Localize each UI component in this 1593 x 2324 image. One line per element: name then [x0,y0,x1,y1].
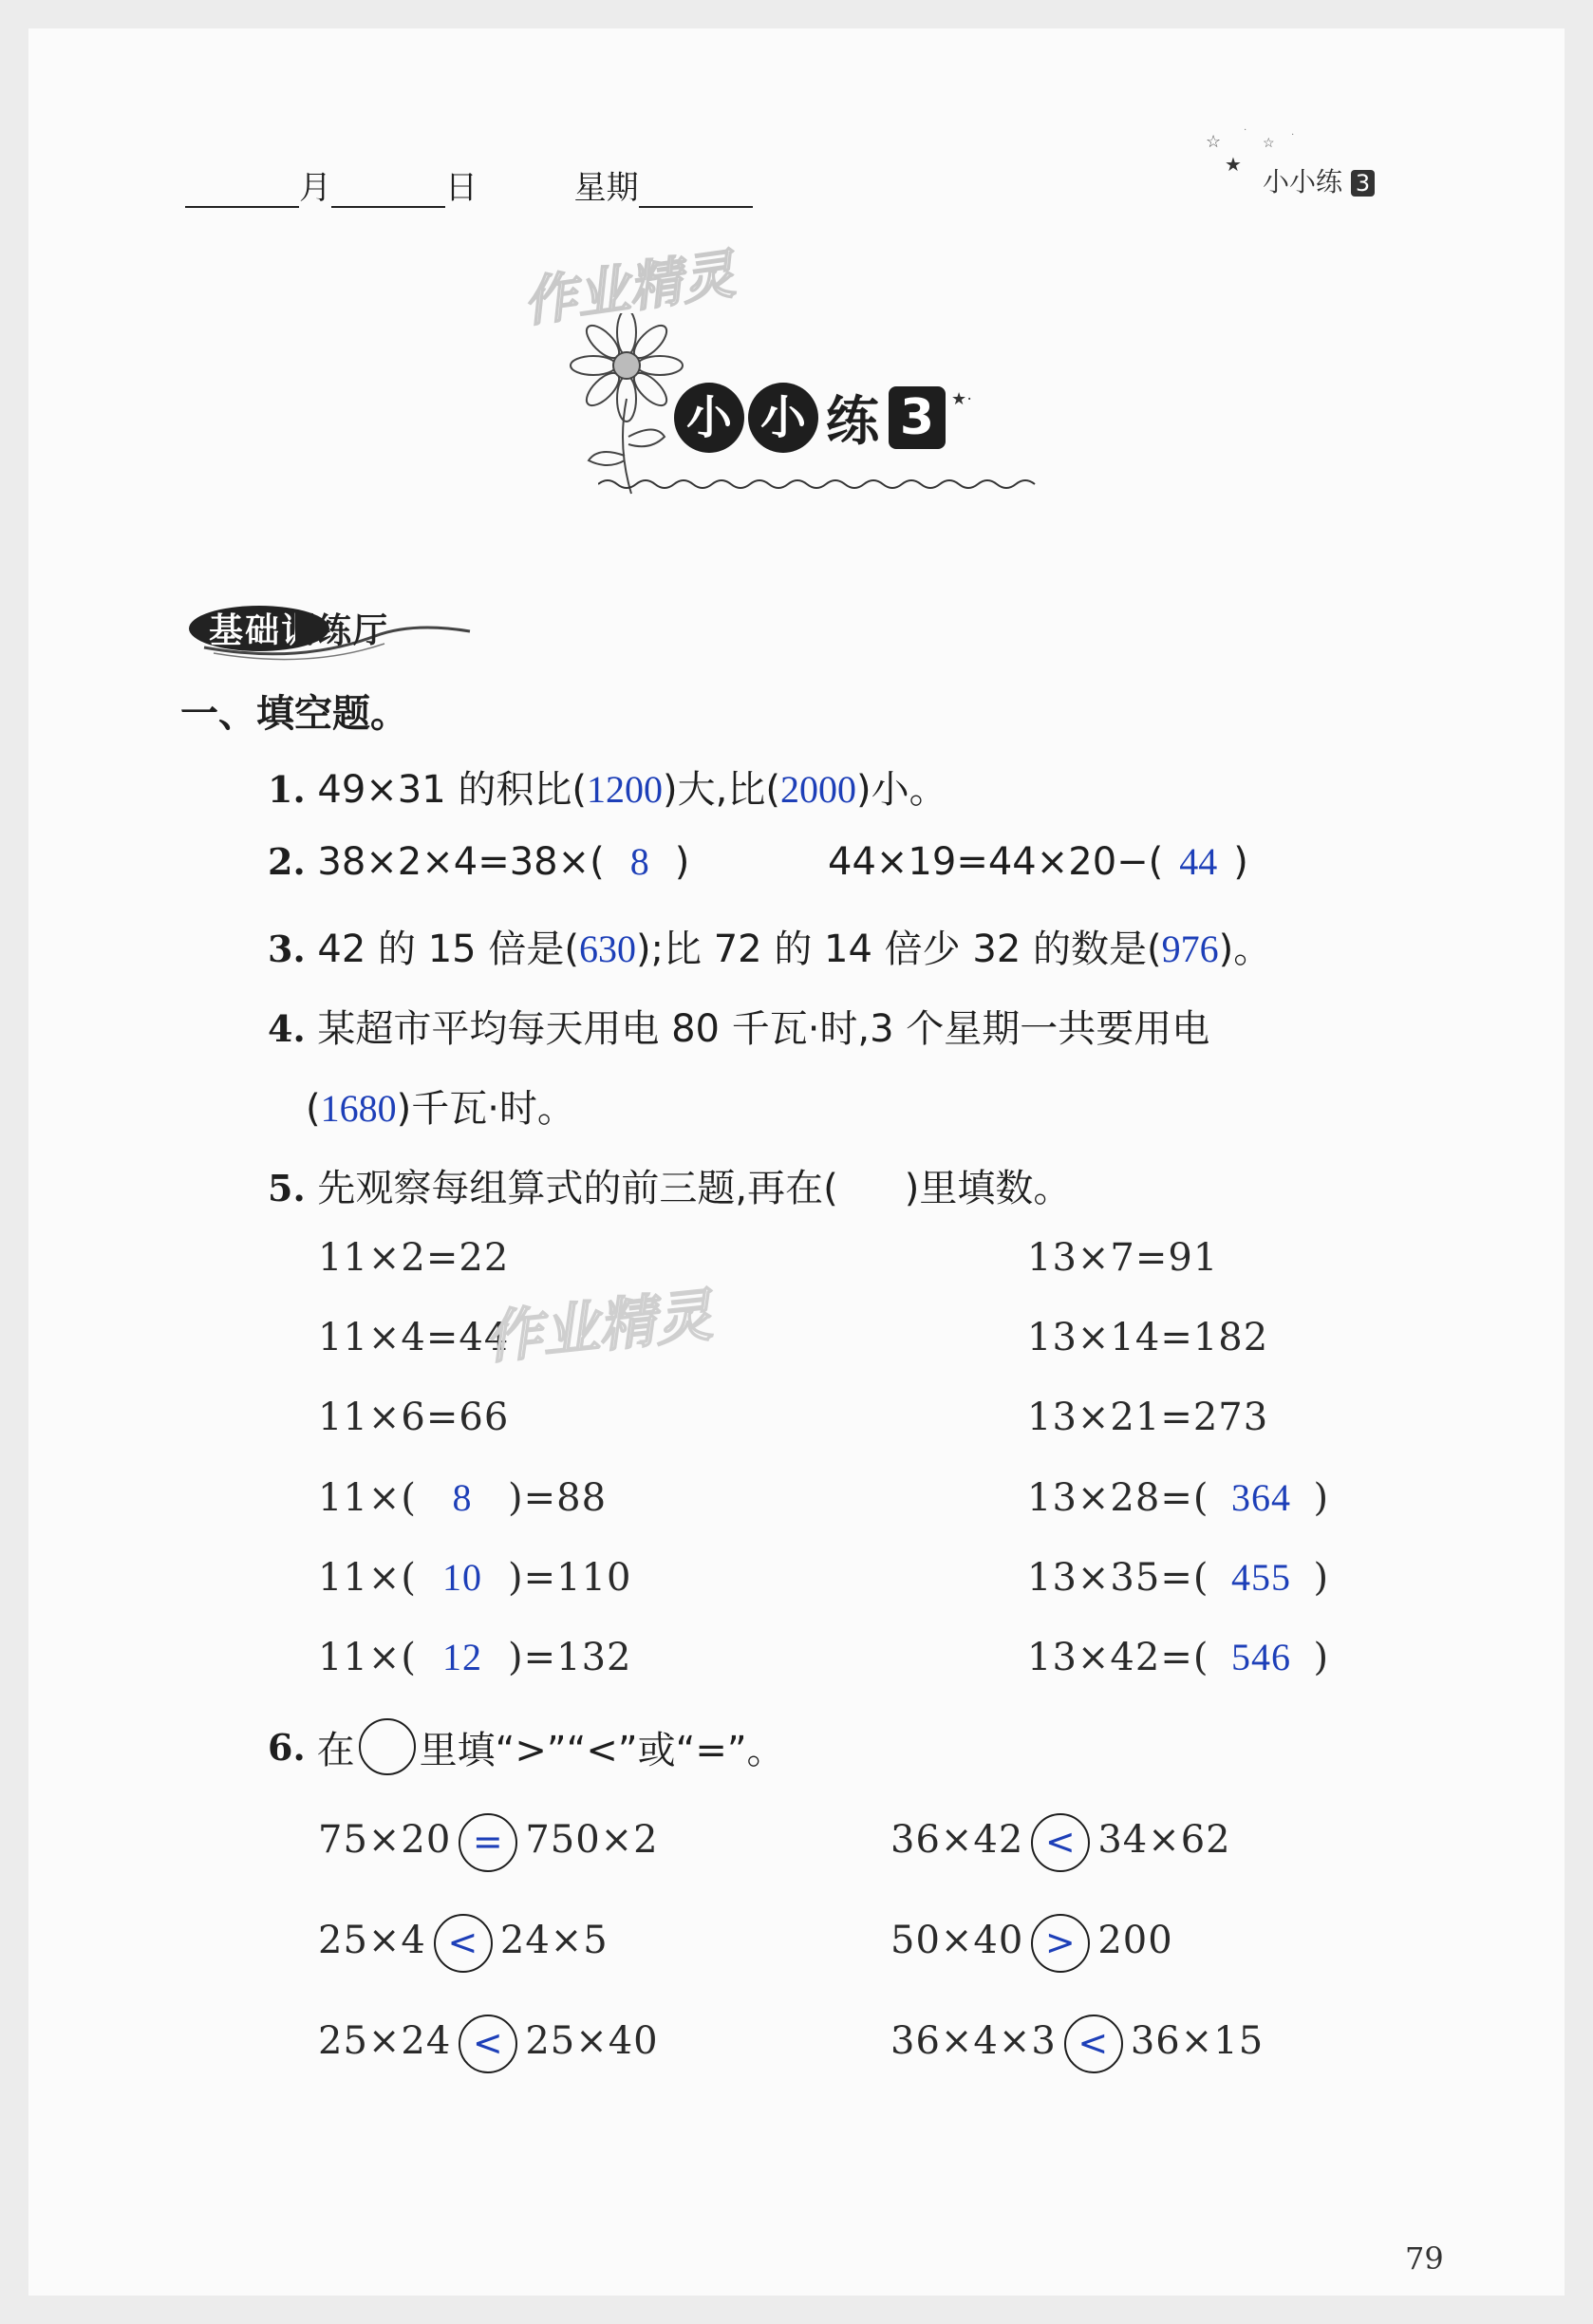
q1-text-a: 49×31 的积比( [317,768,588,812]
q6-item-6-circle[interactable]: < [1064,2015,1123,2073]
question-4 [268,999,1209,1053]
question-2b [828,839,1248,884]
watermark-middle: 作业精灵 [481,1282,716,1373]
q3-text-b: );比 72 的 14 倍少 32 的数是( [635,928,1162,971]
q5-left-fill-1-pre: 11×( [318,1476,418,1520]
q3-answer-2[interactable]: 976 [1161,928,1219,970]
q6-item-5-circle[interactable]: < [459,2015,517,2073]
wavy-underline [598,475,1044,498]
q5-right-fill-1-answer[interactable]: 364 [1230,1476,1291,1519]
q5-left-fill-3 [318,1635,632,1679]
q6-item-6-left: 36×4×3 [890,2019,1057,2063]
q5-number: 5. [268,1167,306,1209]
question-1 [268,759,947,814]
q6-item-6 [890,2015,1264,2073]
q4-answer[interactable]: 1680 [320,1087,397,1130]
q5-left-row-1: 11×2=22 [318,1236,510,1280]
q6-number: 6. [268,1725,306,1769]
question-4-line-2 [306,1078,575,1133]
q5-right-row-3: 13×21=273 [1027,1396,1269,1439]
q2-number: 2. [268,840,306,883]
q5-left-fill-3-answer[interactable]: 12 [442,1636,483,1678]
q1-text-b: )大,比( [663,768,780,812]
q6-item-4-right: 200 [1097,1919,1173,1962]
q6-item-3-circle[interactable]: < [434,1914,493,1973]
page-number: 79 [1405,2240,1444,2277]
q5-left-fill-3-pre: 11×( [318,1636,418,1679]
q5-left-row-2: 11×4=44 [318,1316,510,1359]
q6-item-1-right: 750×2 [525,1818,659,1862]
q2-left-2: 44×19=44×20−( [828,840,1164,884]
q2-right: ) [674,840,690,884]
q6-item-3-left: 25×4 [318,1919,426,1962]
q6-circle-icon [359,1718,416,1775]
q3-text-c: )。 [1218,928,1272,971]
section-label-bind: 基础训练厅 [209,611,390,650]
question-3 [268,919,1271,973]
month-label: 月 [299,169,331,207]
q6-item-4-circle[interactable]: > [1031,1914,1090,1973]
q5-left-fill-2-answer[interactable]: 10 [442,1556,483,1599]
q5-right-fill-3-answer[interactable]: 546 [1230,1636,1291,1678]
q5-right-fill-3-pre: 13×42=( [1027,1636,1209,1679]
q5-left-fill-3-post: )=132 [508,1636,632,1679]
q5-right-fill-2-post: ) [1313,1556,1330,1600]
q5-right-fill-2-pre: 13×35=( [1027,1556,1209,1600]
q6-item-4 [890,1914,1173,1973]
q3-answer-1[interactable]: 630 [578,928,636,970]
q4-paren: ( [306,1087,321,1131]
date-line [185,161,753,208]
svg-text:☆: ☆ [1206,132,1222,151]
q2-right-2: ) [1233,840,1248,884]
q5-text-b: )里填数。 [904,1167,1072,1210]
q1-answer-1[interactable]: 1200 [587,768,664,811]
q4-line-2: )千瓦·时。 [396,1087,575,1131]
q2-answer-2[interactable]: 44 [1179,840,1218,883]
q2-answer-1[interactable]: 8 [629,840,649,883]
q6-item-1-left: 75×20 [318,1818,452,1862]
banner-title: 小 小 练 3 ★· [674,380,972,456]
q6-item-4-left: 50×40 [890,1919,1024,1962]
svg-text:★: ★ [1225,155,1242,176]
q1-answer-2[interactable]: 2000 [779,768,856,811]
workbook-page [28,28,1565,2296]
q6-item-5-left: 25×24 [318,2019,452,2063]
q6-item-5 [318,2015,659,2073]
q3-number: 3. [268,928,306,970]
q5-right-fill-1-pre: 13×28=( [1027,1476,1209,1520]
q6-item-1 [318,1813,659,1872]
q6-item-2-circle[interactable]: < [1031,1813,1090,1872]
question-2 [268,839,689,884]
header-tag-text: 小小练 [1263,166,1343,197]
q5-right-fill-1 [1027,1475,1329,1520]
section-label-text [209,604,389,652]
q6-text-b: 里填“>”“<”或“=”。 [419,1728,785,1772]
q5-left-fill-2-pre: 11×( [318,1556,418,1600]
question-6 [268,1718,785,1775]
q6-item-2-left: 36×42 [890,1818,1024,1862]
svg-text:·: · [1244,125,1247,136]
svg-text:·: · [1291,130,1295,141]
month-blank[interactable] [185,170,299,208]
day-blank[interactable] [331,170,445,208]
weekday-blank[interactable] [639,170,753,208]
q6-item-5-right: 25×40 [525,2019,659,2063]
q5-text-a: 先观察每组算式的前三题,再在( [317,1167,838,1210]
svg-text:☆: ☆ [1263,137,1275,151]
q6-text-a: 在 [316,1728,355,1772]
part1-heading: 一、填空题。 [180,692,408,736]
q5-right-fill-2-answer[interactable]: 455 [1230,1556,1291,1599]
q4-line-1: 某超市平均每天用电 80 千瓦·时,3 个星期一共要用电 [317,1007,1210,1051]
q6-item-2-right: 34×62 [1097,1818,1231,1862]
weekday-label: 星期 [573,169,639,207]
q5-left-fill-1-post: )=88 [508,1476,608,1520]
q6-item-3 [318,1914,609,1973]
header-tag [1263,161,1375,199]
q5-right-fill-3 [1027,1635,1329,1679]
q5-left-fill-1-answer[interactable]: 8 [452,1476,473,1519]
header-tag-num: 3 [1351,170,1375,197]
q1-number: 1. [268,768,306,811]
question-5 [268,1158,1071,1212]
q2-left: 38×2×4=38×( [317,840,605,884]
q5-left-fill-1 [318,1475,607,1520]
day-label: 日 [445,169,478,207]
q5-right-row-1: 13×7=91 [1027,1236,1219,1280]
banner-num: 3 [889,386,946,449]
q6-item-6-right: 36×15 [1130,2019,1265,2063]
q5-right-fill-3-post: ) [1313,1636,1330,1679]
watermark-top: 作业精灵 [519,243,740,335]
q6-item-3-right: 24×5 [499,1919,609,1962]
q5-right-fill-2 [1027,1555,1329,1600]
q3-text-a: 42 的 15 倍是( [317,928,579,971]
q1-text-c: )小。 [855,768,947,812]
q5-left-fill-2-post: )=110 [508,1556,632,1600]
q5-left-fill-2 [318,1555,632,1600]
q5-right-row-2: 13×14=182 [1027,1316,1269,1359]
q5-left-row-3: 11×6=66 [318,1396,510,1439]
q6-item-1-circle[interactable]: = [459,1813,517,1872]
q6-item-2 [890,1813,1231,1872]
q4-number: 4. [268,1007,306,1050]
q5-right-fill-1-post: ) [1313,1476,1330,1520]
